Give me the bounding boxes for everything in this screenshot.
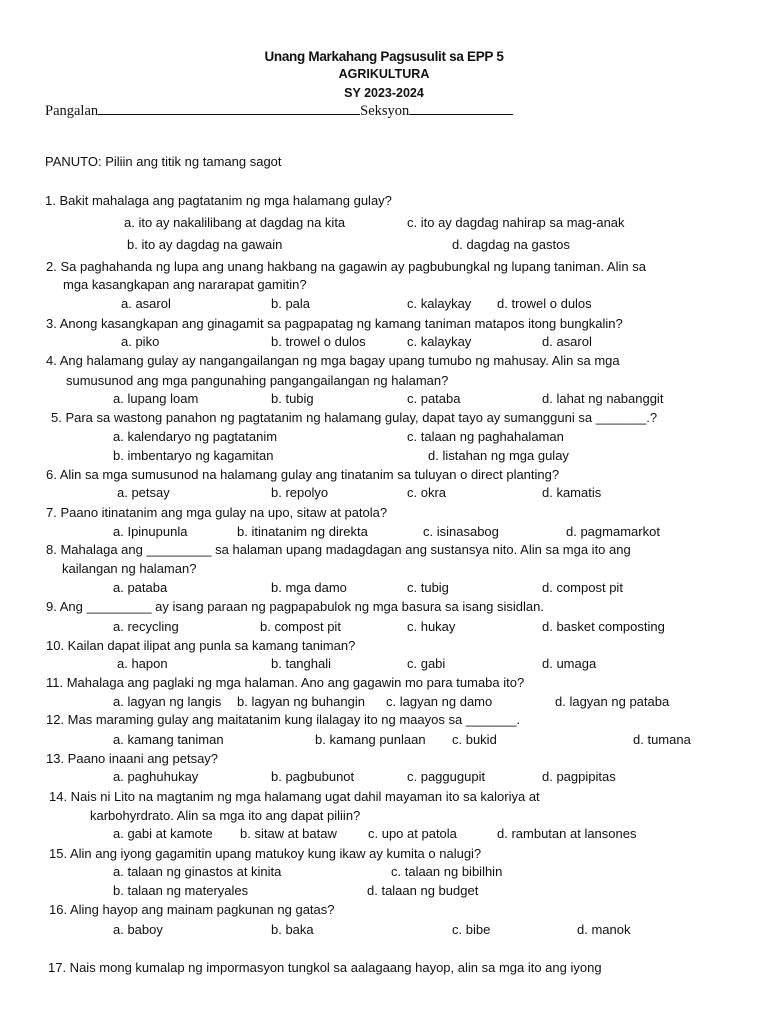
question-16-choice[interactable]: b. baka [271,922,314,937]
question-14-choice[interactable]: d. rambutan at lansones [497,826,637,841]
question-10-choice[interactable]: a. hapon [117,656,168,671]
question-9-choice[interactable]: c. hukay [407,619,456,634]
question-10-text: 10. Kailan dapat ilipat ang punla sa kamang taniman? [46,638,356,653]
question-13-choice[interactable]: a. paghuhukay [113,769,199,784]
question-10-choice[interactable]: c. gabi [407,656,446,671]
question-1-text: 1. Bakit mahalaga ang pagtatanim ng mga halamang gulay? [45,193,392,208]
question-3-choice[interactable]: c. kalaykay [407,334,472,349]
question-8-text: 8. Mahalaga ang _________ sa halaman upang madagdagan ang sustansya nito. Alin sa mga ito ang [46,542,631,557]
question-11-choice[interactable]: a. lagyan ng langis [113,694,222,709]
question-12-choice[interactable]: a. kamang taniman [113,732,224,747]
question-8-choice[interactable]: c. tubig [407,580,449,595]
question-16-choice[interactable]: d. manok [577,922,631,937]
school-year-label: SY 2023-2024 [344,86,424,100]
question-5-text: 5. Para sa wastong panahon ng pagtatanim ng halamang gulay, dapat tayo ay sumangguni sa _______.? [51,410,658,425]
question-5-choice[interactable]: c. talaan ng paghahalaman [407,429,564,444]
question-2-choice[interactable]: d. trowel o dulos [497,296,592,311]
question-8-choice[interactable]: d. compost pit [542,580,623,595]
question-7-choice[interactable]: d. pagmamarkot [566,524,660,539]
question-7-choice[interactable]: c. isinasabog [423,524,499,539]
question-16-text: 16. Aling hayop ang mainam pagkunan ng gatas? [49,902,335,917]
question-5-choice[interactable]: d. listahan ng mga gulay [428,448,569,463]
question-2-choice[interactable]: a. asarol [121,296,171,311]
question-9-text: 9. Ang _________ ay isang paraan ng pagpapabulok ng mga basura sa isang sisidlan. [46,599,544,614]
question-12-choice[interactable]: c. bukid [452,732,497,747]
question-1-choice[interactable]: c. ito ay dagdag nahirap sa mag-anak [407,215,625,230]
question-6-choice[interactable]: d. kamatis [542,485,602,500]
question-12-text: 12. Mas maraming gulay ang maitatanim kung ilalagay ito ng maayos sa _______. [46,712,521,727]
question-8-text: kailangan ng halaman? [62,561,197,576]
question-9-choice[interactable]: b. compost pit [260,619,341,634]
question-17-text: 17. Nais mong kumalap ng impormasyon tungkol sa aalagaang hayop, alin sa mga ito ang iyong [48,960,602,975]
question-8-choice[interactable]: b. mga damo [271,580,347,595]
section-blank-line[interactable] [409,102,513,115]
question-13-choice[interactable]: c. paggugupit [407,769,486,784]
question-10-choice[interactable]: b. tanghali [271,656,331,671]
question-4-text: sumusunod ang mga pangunahing pangangailangan ng halaman? [66,373,449,388]
question-11-choice[interactable]: b. lagyan ng buhangin [237,694,365,709]
question-4-text: 4. Ang halamang gulay ay nangangailangan ng mga bagay upang tumubo ng mahusay. Alin sa mga [46,353,620,368]
question-5-choice[interactable]: b. imbentaryo ng kagamitan [113,448,274,463]
name-field-row [45,102,513,120]
question-2-choice[interactable]: c. kalaykay [407,296,472,311]
question-4-choice[interactable]: a. lupang loam [113,391,199,406]
section-label: Seksyon [360,103,410,119]
question-15-choice[interactable]: a. talaan ng ginastos at kinita [113,864,282,879]
question-6-text: 6. Alin sa mga sumusunod na halamang gulay ang tinatanim sa tuluyan o direct planting? [46,467,560,482]
subject-label: AGRIKULTURA [338,67,430,81]
question-12-choice[interactable]: d. tumana [633,732,691,747]
question-15-choice[interactable]: b. talaan ng materyales [113,883,249,898]
question-1-choice[interactable]: b. ito ay dagdag na gawain [127,237,283,252]
question-1-choice[interactable]: a. ito ay nakalilibang at dagdag na kita [124,215,346,230]
instructions: PANUTO: Piliin ang titik ng tamang sagot [45,154,282,169]
question-9-choice[interactable]: a. recycling [113,619,179,634]
question-13-choice[interactable]: d. pagpipitas [542,769,616,784]
question-6-choice[interactable]: c. okra [407,485,447,500]
question-14-choice[interactable]: a. gabi at kamote [113,826,213,841]
question-14-text: 14. Nais ni Lito na magtanim ng mga halamang ugat dahil mayaman ito sa kaloriya at [49,789,540,804]
question-16-choice[interactable]: c. bibe [452,922,491,937]
name-blank-line[interactable] [98,102,360,115]
question-8-choice[interactable]: a. pataba [113,580,168,595]
question-12-choice[interactable]: b. kamang punlaan [315,732,426,747]
question-14-choice[interactable]: b. sitaw at bataw [240,826,337,841]
question-4-choice[interactable]: b. tubig [271,391,314,406]
question-14-choice[interactable]: c. upo at patola [368,826,457,841]
question-14-text: karbohyrdrato. Alin sa mga ito ang dapat piliin? [90,808,361,823]
question-11-choice[interactable]: c. lagyan ng damo [386,694,493,709]
question-15-text: 15. Alin ang iyong gagamitin upang matukoy kung ikaw ay kumita o nalugi? [49,846,482,861]
question-13-choice[interactable]: b. pagbubunot [271,769,355,784]
question-2-choice[interactable]: b. pala [271,296,311,311]
question-6-choice[interactable]: b. repolyo [271,485,329,500]
exam-title: Unang Markahang Pagsusulit sa EPP 5 [264,49,504,64]
question-15-choice[interactable]: d. talaan ng budget [367,883,479,898]
question-10-choice[interactable]: d. umaga [542,656,597,671]
question-3-choice[interactable]: b. trowel o dulos [271,334,366,349]
question-7-choice[interactable]: b. itinatanim ng direkta [237,524,368,539]
question-2-text: mga kasangkapan ang nararapat gamitin? [63,277,307,292]
question-15-choice[interactable]: c. talaan ng bibilhin [391,864,503,879]
question-9-choice[interactable]: d. basket composting [542,619,665,634]
question-4-choice[interactable]: d. lahat ng nabanggit [542,391,664,406]
question-5-choice[interactable]: a. kalendaryo ng pagtatanim [113,429,278,444]
question-3-choice[interactable]: a. piko [121,334,160,349]
question-11-text: 11. Mahalaga ang paglaki ng mga halaman. Ano ang gagawin mo para tumaba ito? [46,675,525,690]
question-7-choice[interactable]: a. Ipinupunla [113,524,188,539]
question-11-choice[interactable]: d. lagyan ng pataba [555,694,670,709]
question-6-choice[interactable]: a. petsay [117,485,170,500]
question-2-text: 2. Sa paghahanda ng lupa ang unang hakbang na gagawin ay pagbubungkal ng lupang taniman. Alin sa [46,259,646,274]
question-16-choice[interactable]: a. baboy [113,922,163,937]
question-13-text: 13. Paano inaani ang petsay? [46,751,219,766]
question-3-text: 3. Anong kasangkapan ang ginagamit sa pagpapatag ng kamang taniman matapos itong bungkalin? [46,316,623,331]
question-1-choice[interactable]: d. dagdag na gastos [452,237,570,252]
question-7-text: 7. Paano itinatanim ang mga gulay na upo, sitaw at patola? [46,505,388,520]
name-label: Pangalan [45,103,99,119]
question-3-choice[interactable]: d. asarol [542,334,592,349]
question-4-choice[interactable]: c. pataba [407,391,461,406]
